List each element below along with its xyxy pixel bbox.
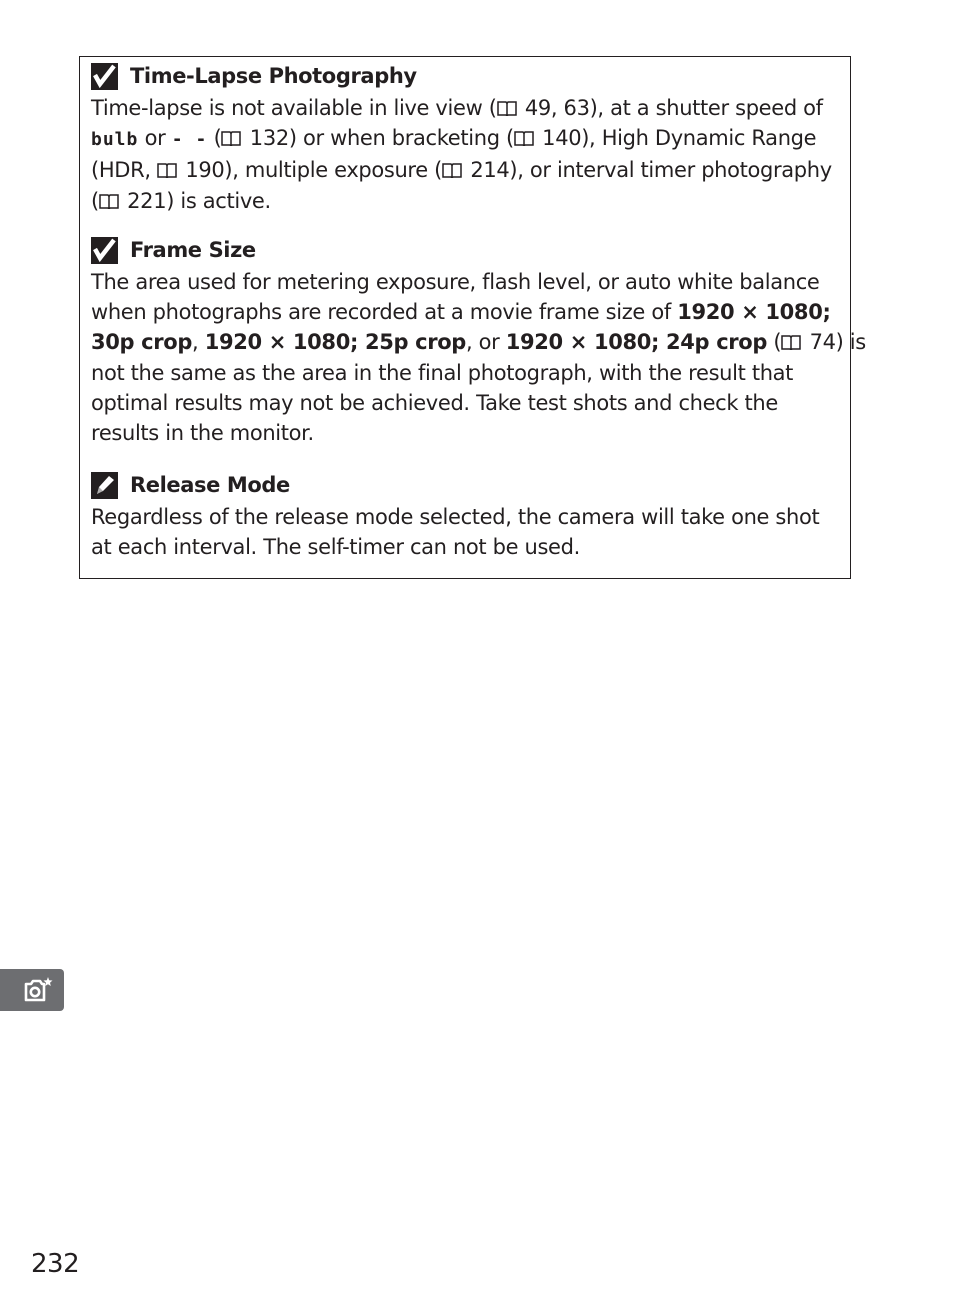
- caution-check-icon: [91, 63, 118, 90]
- text-run: 214), or interval timer photography: [464, 158, 832, 183]
- text-run: when photographs are recorded at a movie frame size of: [91, 300, 678, 325]
- text-line: [91, 297, 839, 327]
- text-line: [91, 418, 839, 448]
- note-heading: [91, 61, 839, 91]
- text-run: 140), High Dynamic Range: [535, 126, 817, 151]
- text-run: ,: [192, 330, 205, 355]
- book-reference-icon: [497, 101, 517, 116]
- text-run: (HDR,: [91, 158, 157, 183]
- text-run: Time-lapse is not available in live view (: [91, 96, 497, 120]
- note-title: Time-Lapse Photography: [130, 64, 417, 88]
- book-reference-icon: [99, 194, 119, 209]
- lcd-text: bulb: [91, 129, 139, 151]
- bold-text: 1920 × 1080; 24p crop: [505, 330, 768, 355]
- note-frame-size: [91, 235, 866, 448]
- text-run: 132) or when bracketing (: [243, 126, 514, 151]
- note-release-mode: [91, 470, 839, 562]
- text-run: results in the monitor.: [91, 421, 314, 446]
- bold-text: 1920 × 1080;: [677, 300, 831, 325]
- note-title: Release Mode: [130, 473, 290, 497]
- text-run: (: [207, 126, 222, 151]
- page-number: 232: [31, 1249, 80, 1279]
- text-run: , or: [466, 330, 506, 355]
- text-run: 190), multiple exposure (: [179, 158, 442, 183]
- text-line: [91, 327, 866, 357]
- text-line: [91, 93, 839, 123]
- note-title: Frame Size: [130, 238, 256, 262]
- text-line: [91, 155, 839, 185]
- text-run: The area used for metering exposure, flash level, or auto white balance: [91, 270, 820, 294]
- notes-box: [79, 56, 866, 579]
- text-run: (: [91, 188, 99, 213]
- note-body: [91, 502, 839, 562]
- book-reference-icon: [781, 335, 801, 350]
- book-reference-icon: [514, 131, 534, 146]
- lcd-text: - -: [171, 129, 208, 151]
- note-time-lapse: [91, 61, 839, 216]
- text-line: [91, 358, 839, 388]
- text-run: (: [767, 330, 782, 355]
- text-run: or: [138, 126, 172, 151]
- text-line: [91, 388, 839, 418]
- text-line: [91, 502, 839, 532]
- caution-check-icon: [91, 237, 118, 264]
- pencil-note-icon: [91, 472, 118, 499]
- text-run: optimal results may not be achieved. Take test shots and check the: [91, 390, 778, 415]
- book-reference-icon: [442, 163, 462, 178]
- book-reference-icon: [157, 163, 177, 178]
- note-body: [91, 93, 839, 216]
- text-run: 74) is: [803, 330, 866, 355]
- text-line: [91, 123, 839, 155]
- text-line: [91, 186, 839, 216]
- book-reference-icon: [221, 131, 241, 146]
- note-heading: [91, 470, 839, 500]
- text-run: at each interval. The self-timer can not be used.: [91, 535, 580, 560]
- text-run: 49, 63), at a shutter speed of: [518, 96, 823, 120]
- bold-text: 30p crop: [91, 330, 193, 355]
- text-line: [91, 267, 839, 297]
- text-run: 221) is active.: [120, 188, 271, 213]
- text-line: [91, 532, 839, 562]
- note-heading: [91, 235, 839, 265]
- text-run: not the same as the area in the final photograph, with the result that: [91, 360, 794, 385]
- bold-text: 1920 × 1080; 25p crop: [204, 330, 466, 355]
- text-run: Regardless of the release mode selected, the camera will take one shot: [91, 505, 820, 529]
- shooting-menu-camera-icon: [23, 976, 53, 1004]
- section-tab: [0, 969, 64, 1011]
- note-body: [91, 267, 866, 448]
